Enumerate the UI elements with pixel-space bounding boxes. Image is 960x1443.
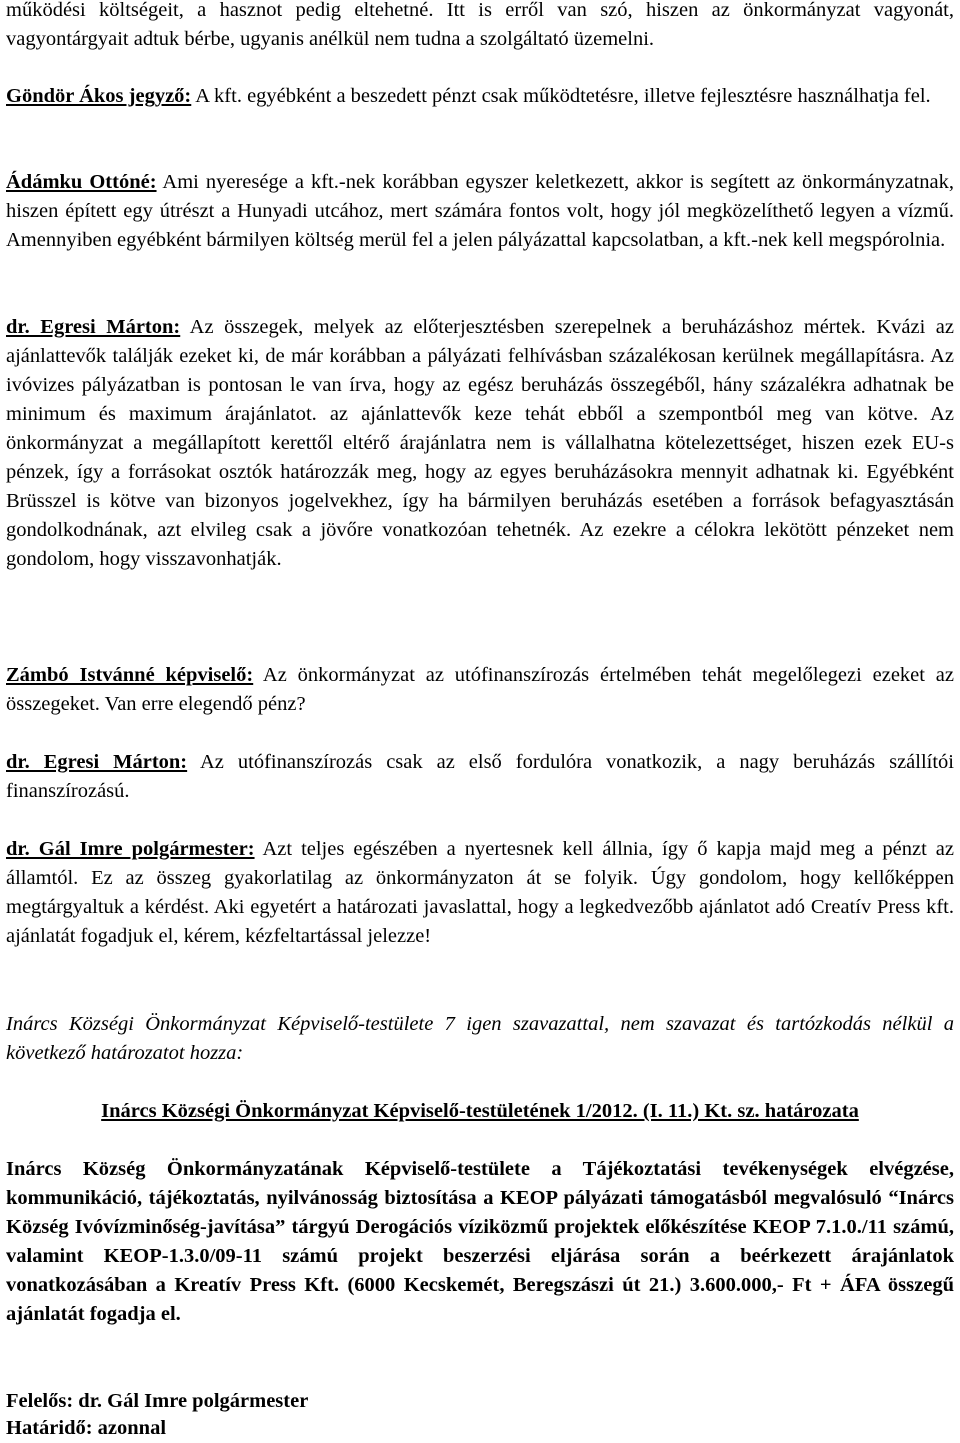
- paragraph-egresi-2: [6, 748, 954, 806]
- paragraph-text: Azt teljes egészében a nyertesnek kell állnia, így ő kapja majd meg a pénzt az államtól. Ez az összeg gyakorlatilag az önkormányzaton át se folyik. Úgy gondolom, hogy kellőképpen megtárgyaltuk a kérdést. Aki egyetért a határozati javaslattal, hogy a legkedvezőbb ajánlatot adó Creatív Press kft. ajánlatát fogadjuk el, kérem, kézfeltartással jelezze!: [6, 838, 954, 947]
- speaker-name: Ádámku Ottóné:: [6, 171, 157, 193]
- paragraph-egresi-1: [6, 313, 954, 574]
- paragraph-gal: [6, 835, 954, 951]
- paragraph-continuation: [6, 0, 954, 54]
- resolution-deadline: [6, 1414, 954, 1443]
- resolution-title: [6, 1097, 954, 1126]
- speaker-name: Göndör Ákos jegyző:: [6, 85, 192, 107]
- vote-text: Inárcs Községi Önkormányzat Képviselő-testülete 7 igen szavazattal, nem szavazat és tartózkodás nélkül a következő határozatot hozza:: [6, 1013, 954, 1064]
- resolution-body-text: Inárcs Község Önkormányzatának Képviselő-testülete a Tájékoztatási tevékenységek elvégzése, kommunikáció, tájékoztatás, nyilvánosság biztosítása a KEOP pályázati támogatásból megvalósuló “Inárcs Község Ivóvízminőség-javítása” tárgyú Derogációs víziközmű projektek előkészítése KEOP 7.1.0./11 számú, valamint KEOP-1.3.0/09-11 számú projekt beszerzési eljárása során a beérkezett árajánlatok vonatkozásában a Kreatív Press Kft. (6000 Kecskemét, Beregszászi út 21.) 3.600.000,- Ft + ÁFA összegű ajánlatát fogadja el.: [6, 1158, 954, 1325]
- speaker-name: dr. Egresi Márton:: [6, 316, 181, 338]
- responsible-text: Felelős: dr. Gál Imre polgármester: [6, 1390, 309, 1412]
- speaker-name: dr. Egresi Márton:: [6, 751, 188, 773]
- resolution-title-text: Inárcs Községi Önkormányzat Képviselő-testületének 1/2012. (I. 11.) Kt. sz. határozata: [101, 1100, 859, 1122]
- deadline-text: Határidő: azonnal: [6, 1417, 167, 1439]
- paragraph-text: Az önkormányzat az utófinanszírozás értelmében tehát megelőlegezi ezeket az összegeket. Van erre elegendő pénz?: [6, 664, 954, 715]
- paragraph-text: Ami nyeresége a kft.-nek korábban egyszer keletkezett, akkor is segített az önkormányzatnak, hiszen épített egy útrészt a Hunyadi utcához, mert számára fontos volt, hogy jól megközelíthető legyen a vízmű. Amennyiben egyébként bármilyen költség merül fel a jelen pályázattal kapcsolatban, a kft.-nek kell megspórolnia.: [6, 171, 954, 251]
- speaker-name: dr. Gál Imre polgármester:: [6, 838, 255, 860]
- speaker-name: Zámbó Istvánné képviselő:: [6, 664, 254, 686]
- paragraph-text: A kft. egyébként a beszedett pénzt csak működtetésre, illetve fejlesztésre használhatja fel.: [191, 85, 931, 107]
- paragraph-zambo: [6, 661, 954, 719]
- paragraph-text: Az utófinanszírozás csak az első fordulóra vonatkozik, a nagy beruházás szállítói finanszírozású.: [6, 751, 954, 802]
- paragraph-text: működési költségeit, a hasznot pedig eltehetné. Itt is erről van szó, hiszen az önkormányzat vagyonát, vagyontárgyait adtuk bérbe, ugyanis anélkül nem tudna a szolgáltató üzemelni.: [6, 0, 954, 50]
- paragraph-adamku: [6, 168, 954, 255]
- paragraph-text: Az összegek, melyek az előterjesztésben szerepelnek a beruházáshoz mértek. Kvázi az ajánlattevők találják ezeket ki, de már korábban a pályázati felhívásban százalékosan kerülnek megállapításra. Az ivóvizes pályázatban is pontosan le van írva, hogy az egész beruházás összegéből, hány százalékra adhatnak be minimum és maximum árajánlatot. az ajánlattevők keze tehát ebből a szempontból meg van kötve. Az önkormányzat a megállapított kerettől eltérő árajánlatra nem is vállalhatna kötelezettséget, hiszen ezek EU-s pénzek, így a forrásokat osztók határozzák meg, hogy az egyes beruházásokra mennyit adhatnak ki. Egyébként Brüsszel is kötve van bizonyos jogelvekhez, így ha bármilyen beruházás esetében a források befagyasztásán gondolkodnának, azt elvileg csak a jövőre vonatkozóan tehetnék. Az ezekre a célokra lekötött pénzeket nem gondolom, hogy visszavonhatják.: [6, 316, 954, 570]
- resolution-responsible: [6, 1387, 954, 1416]
- paragraph-gondor: [6, 82, 954, 111]
- vote-statement: [6, 1010, 954, 1068]
- resolution-body: [6, 1155, 954, 1329]
